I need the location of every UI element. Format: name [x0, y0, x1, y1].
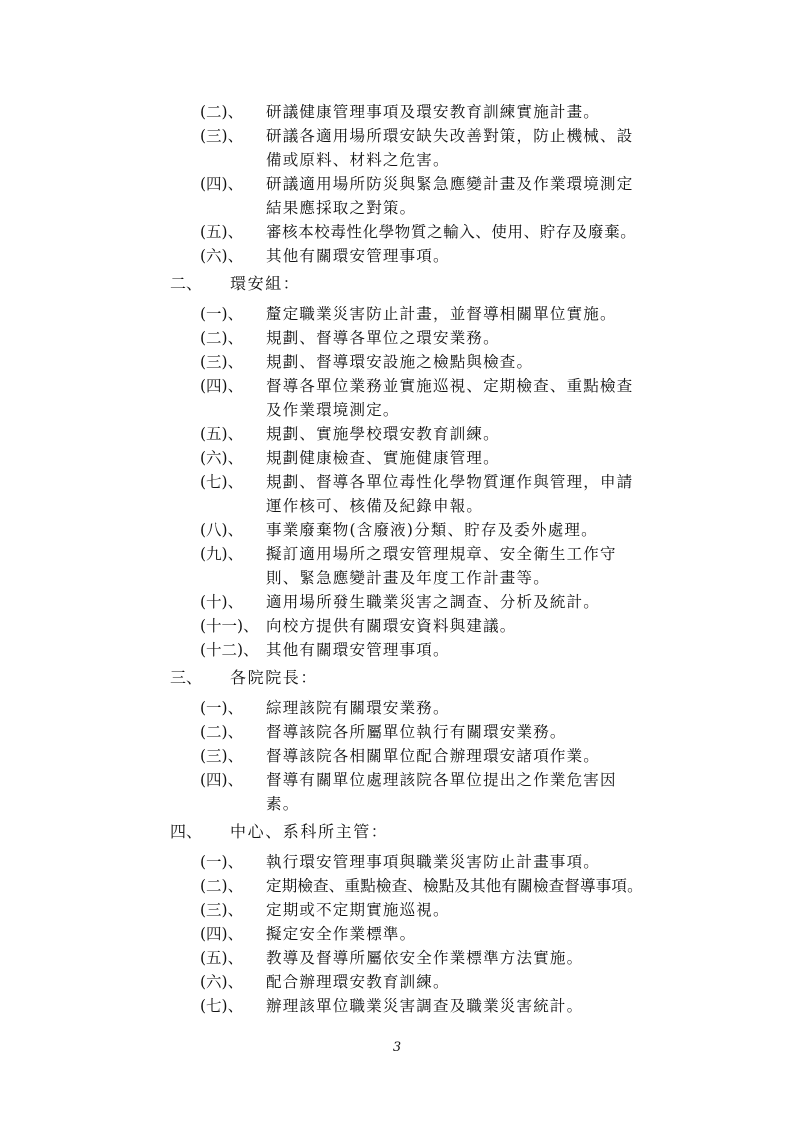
item-text: 督導各單位業務並實施巡視、定期檢查、重點檢查 [266, 377, 634, 395]
item-text: 向校方提供有關環安資料與建議。 [266, 617, 517, 635]
item-text: 事業廢棄物(含廢液)分類、貯存及委外處理。 [266, 521, 598, 539]
item-label: (二)、 [200, 329, 244, 347]
item-text: 規劃、督導環安設施之檢點與檢查。 [266, 353, 534, 371]
item-label: (一)、 [200, 305, 244, 323]
item-text: 釐定職業災害防止計畫，並督導相關單位實施。 [266, 305, 617, 323]
item-text: 研議健康管理事項及環安教育訓練實施計畫。 [266, 103, 601, 121]
item-label: (五)、 [200, 425, 244, 443]
item-label: (六)、 [200, 449, 244, 467]
item-text: 其他有關環安管理事項。 [266, 641, 450, 659]
item-label: (三)、 [200, 353, 244, 371]
item-text: 審核本校毒性化學物質之輸入、使用、貯存及廢棄。 [266, 223, 637, 241]
item-continuation: 及作業環境測定。 [266, 401, 400, 419]
item-label: (五)、 [200, 223, 244, 241]
item-text: 督導該院各相關單位配合辦理環安諸項作業。 [266, 747, 601, 765]
item-label: (十)、 [200, 593, 244, 611]
item-label: (一)、 [200, 699, 244, 717]
item-label: (六)、 [200, 247, 244, 265]
item-label: (三)、 [200, 901, 244, 919]
item-label: (三)、 [200, 127, 244, 145]
item-continuation: 結果應採取之對策。 [266, 199, 417, 217]
item-label: (三)、 [200, 747, 244, 765]
item-label: (四)、 [200, 175, 244, 193]
section-label: 二、 [170, 274, 203, 293]
item-label: (四)、 [200, 771, 244, 789]
item-text: 定期檢查、重點檢查、檢點及其他有關檢查督導事項。 [266, 877, 643, 895]
section-label: 四、 [170, 822, 203, 841]
item-label: (八)、 [200, 521, 244, 539]
item-label: (九)、 [200, 545, 244, 563]
item-label: (二)、 [200, 877, 244, 895]
item-text: 規劃、督導各單位之環安業務。 [266, 329, 500, 347]
item-text: 辦理該單位職業災害調查及職業災害統計。 [266, 997, 584, 1015]
item-text: 研議各適用場所環安缺失改善對策，防止機械、設 [266, 127, 634, 145]
item-label: (二)、 [200, 723, 244, 741]
item-continuation: 素。 [266, 795, 300, 813]
section-label: 三、 [170, 668, 203, 687]
item-text: 教導及督導所屬依安全作業標準方法實施。 [266, 949, 584, 967]
item-text: 適用場所發生職業災害之調查、分析及統計。 [266, 593, 601, 611]
page-number: 3 [392, 1040, 402, 1055]
item-text: 配合辦理環安教育訓練。 [266, 973, 450, 991]
item-continuation: 則、緊急應變計畫及年度工作計畫等。 [266, 569, 550, 587]
item-text: 規劃健康檢查、實施健康管理。 [266, 449, 500, 467]
item-label: (七)、 [200, 997, 244, 1015]
item-label: (五)、 [200, 949, 244, 967]
section-title: 環安組： [230, 274, 301, 293]
item-text: 其他有關環安管理事項。 [266, 247, 450, 265]
item-label: (四)、 [200, 377, 244, 395]
item-label: (十一)、 [200, 617, 259, 635]
item-label: (四)、 [200, 925, 244, 943]
item-text: 督導有關單位處理該院各單位提出之作業危害因 [266, 771, 617, 789]
item-label: (一)、 [200, 853, 244, 871]
item-text: 擬訂適用場所之環安管理規章、安全衛生工作守 [266, 545, 617, 563]
item-text: 督導該院各所屬單位執行有關環安業務。 [266, 723, 567, 741]
section-title: 中心、系科所主管： [230, 822, 389, 841]
item-text: 綜理該院有關環安業務。 [266, 699, 450, 717]
item-continuation: 運作核可、核備及紀錄申報。 [266, 497, 484, 515]
section-title: 各院院長： [230, 668, 319, 687]
item-text: 定期或不定期實施巡視。 [266, 901, 450, 919]
item-label: (七)、 [200, 473, 244, 491]
item-text: 研議適用場所防災與緊急應變計畫及作業環境測定 [266, 175, 634, 193]
item-label: (六)、 [200, 973, 244, 991]
item-label: (十二)、 [200, 641, 259, 659]
item-text: 規劃、實施學校環安教育訓練。 [266, 425, 500, 443]
item-label: (二)、 [200, 103, 244, 121]
item-text: 規劃、督導各單位毒性化學物質運作與管理，申請 [266, 473, 634, 491]
item-continuation: 備或原料、材料之危害。 [266, 151, 450, 169]
item-text: 執行環安管理事項與職業災害防止計畫事項。 [266, 853, 601, 871]
item-text: 擬定安全作業標準。 [266, 925, 417, 943]
